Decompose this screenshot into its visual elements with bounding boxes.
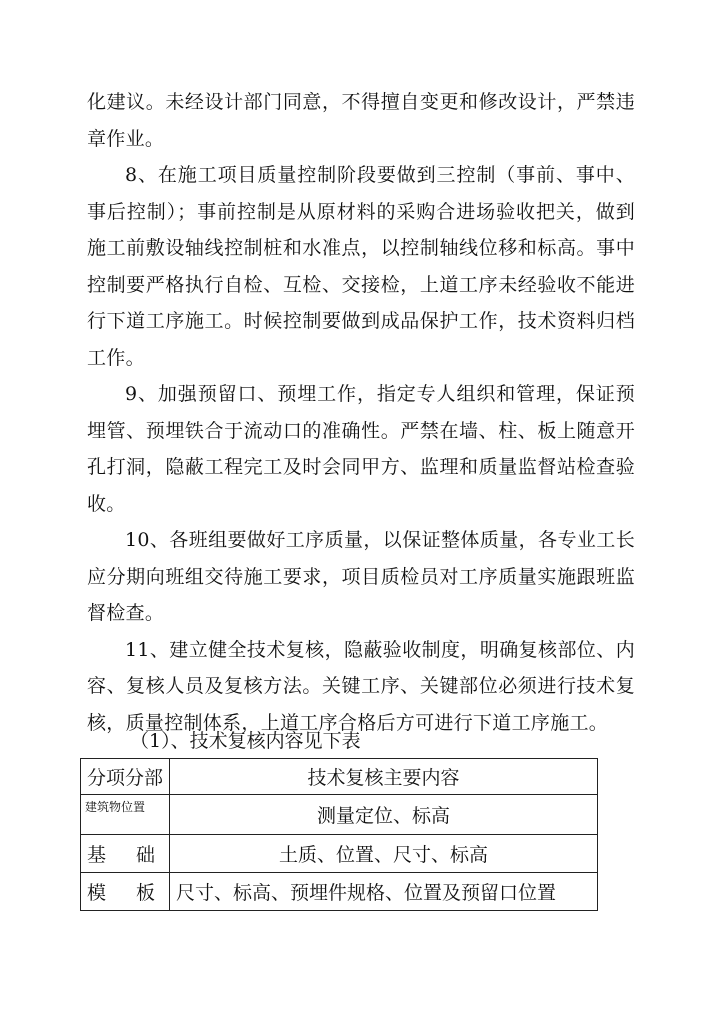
header-cell-content [170,759,598,795]
row-part-label: 建筑物位置 [85,800,146,814]
table-caption: （1）、技术复核内容见下表 [130,730,361,752]
table-row [81,835,598,873]
paragraph-item-8: 8、在施工项目质量控制阶段要做到三控制（事前、事中、事后控制）；事前控制是从原材料的采购合进场验收把关，做到施工前敷设轴线控制桩和水准点，以控制轴线位移和标高。事中控制要严格执行自检、互检、交接检，上道工序未经验收不能进行下道工序施工。时候控制要做到成品保护工作，技术资料归档工作。 [87,164,635,369]
row-part-char-1: 基 [87,844,107,866]
header-cell-part [81,759,170,795]
row-part-label [81,878,169,905]
paragraph-continuation: 化建议。未经设计部门同意，不得擅自变更和修改设计，严禁违章作业。 [87,91,635,150]
row-part-label [81,840,169,867]
header-content-label: 技术复核主要内容 [307,767,460,789]
paragraph-item-11: 11、建立健全技术复核，隐蔽验收制度，明确复核部位、内容、复核人员及复核方法。关键工序、关键部位必须进行技术复核，质量控制体系，上道工序合格后方可进行下道工序施工。 [87,638,635,734]
row-content-label: 尺寸、标高、预埋件规格、位置及预留口位置 [176,882,557,904]
row-content-cell [170,873,598,911]
row-part-cell [81,795,170,835]
header-part-label: 分项分部 [87,767,164,789]
row-content-label: 测量定位、标高 [316,805,450,827]
body-text [87,84,635,741]
table-header-row [81,759,598,795]
table-row [81,873,598,911]
technical-review-table [80,758,598,911]
table-row [81,795,598,835]
paragraph-item-10: 10、各班组要做好工序质量，以保证整体质量，各专业工长应分期向班组交待施工要求，项目质检员对工序质量实施跟班监督检查。 [87,529,635,624]
paragraph-item-9: 9、加强预留口、预埋工作，指定专人组织和管理，保证预埋管、预埋铁合于流动口的准确性。严禁在墙、柱、板上随意开孔打洞，隐蔽工程完工及时会同甲方、监理和质量监督站检查验收。 [87,383,635,515]
row-part-char-2: 础 [135,844,155,866]
row-content-cell [170,835,598,873]
row-part-cell [81,835,170,873]
row-part-char-2: 板 [135,882,155,904]
row-content-label: 土质、位置、尺寸、标高 [278,844,488,866]
row-part-cell [81,873,170,911]
row-part-char-1: 模 [87,882,107,904]
row-content-cell [170,795,598,835]
